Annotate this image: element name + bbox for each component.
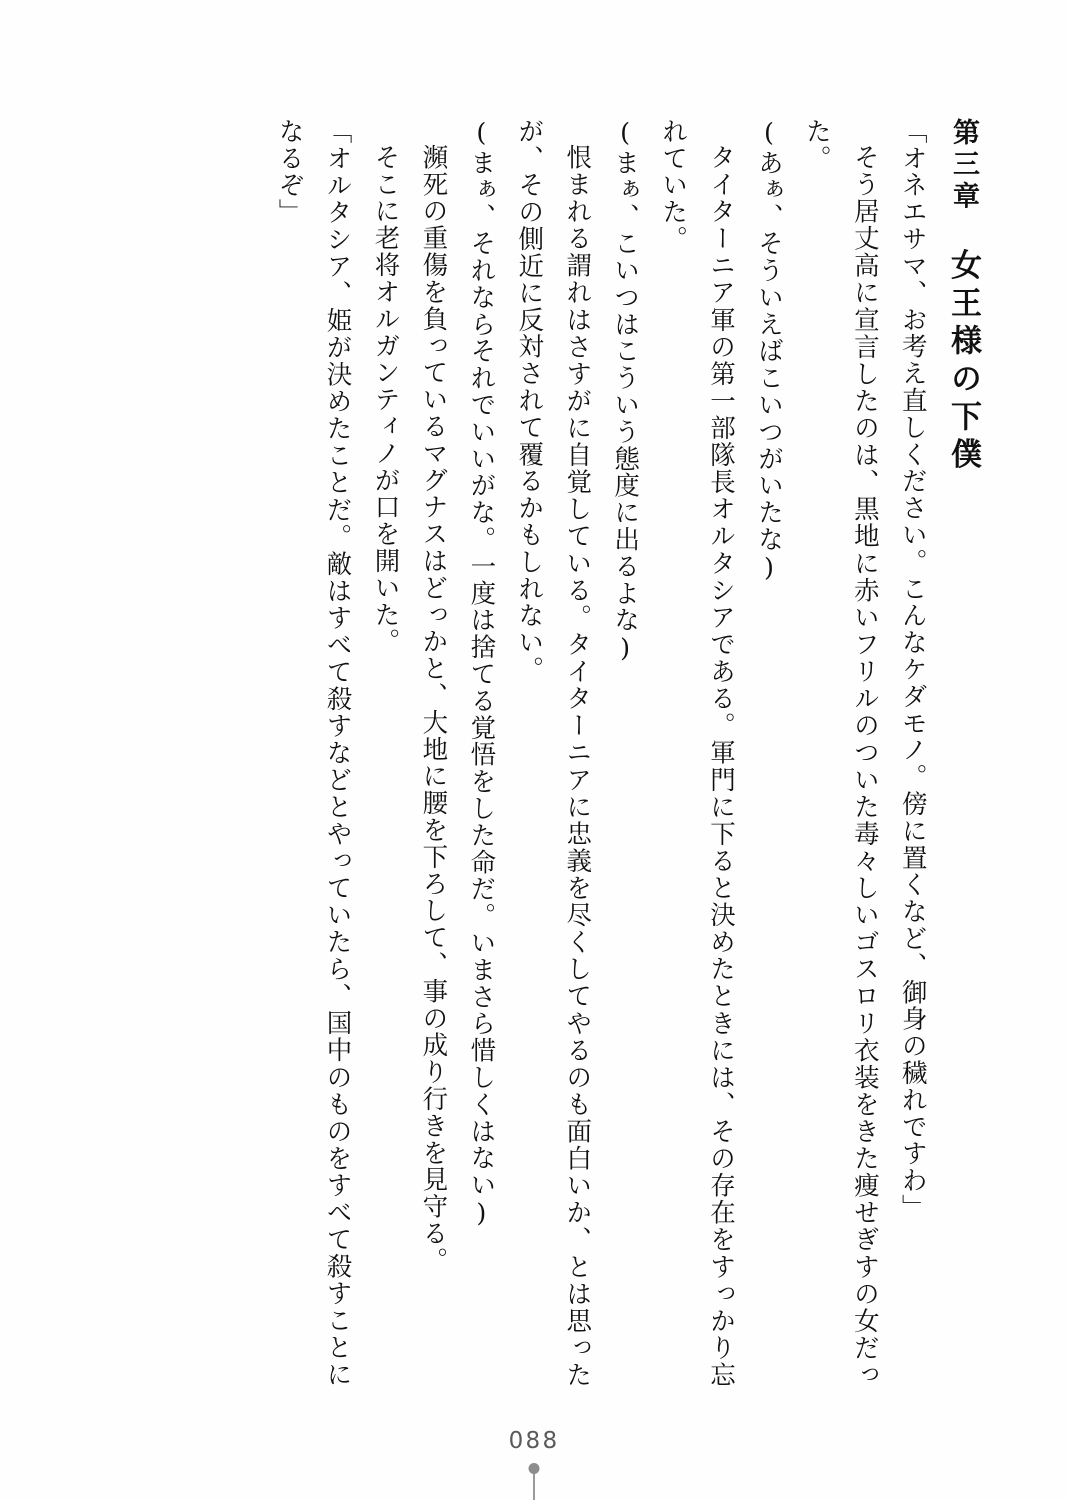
paragraph: 「オネエサマ、お考え直しください。こんなケダモノ。傍に置くなど、御身の穢れですわ」 — [897, 118, 928, 1222]
paragraph: タイターニア軍の第一部隊長オルタシアである。軍門に下ると決めたときには、その存在をすっかり忘れていた。 — [658, 118, 736, 1388]
folio-dot — [529, 1463, 540, 1474]
paragraph: (まぁ、それならそれでいいがな。一度は捨てる覚悟をした命だ。いまさら惜しくはない) — [466, 118, 497, 1231]
paragraph: そこに老将オルガンティノが口を開いた。 — [370, 143, 401, 655]
paragraph: 恨まれる謂れはさすがに自覚している。タイターニアに忠義を尽くしてやるのも面白いか、とは思ったが、その側近に反対されて覆るかもしれない。 — [514, 118, 593, 1388]
chapter-heading — [936, 118, 990, 1388]
page-number: 088 — [508, 1428, 560, 1454]
chapter-title: 女王様の下僕 — [945, 248, 981, 476]
vertical-text-body — [120, 118, 990, 1388]
page-folio — [0, 1428, 1068, 1454]
folio-rule — [533, 1470, 535, 1500]
paragraph: 「オルタシア、姫が決めたことだ。敵はすべて殺すなどとやっていたら、国中のものをすべて殺すことになるぞ」 — [274, 118, 353, 1388]
paragraph: 瀕死の重傷を負っているマグナスはどっかと、大地に腰を下ろして、事の成り行きを見守る。 — [418, 143, 449, 1274]
paragraph: (まぁ、こいつはこういう態度に出るよな) — [610, 118, 641, 666]
paragraph: (あぁ、そういえばこいつがいたな) — [753, 118, 784, 585]
paragraph: そう居丈高に宣言したのは、黒地に赤いフリルのついた毒々しいゴスロリ衣装をきた痩せぎすの女だった。 — [801, 118, 880, 1388]
chapter-number: 第三章 — [948, 118, 979, 214]
